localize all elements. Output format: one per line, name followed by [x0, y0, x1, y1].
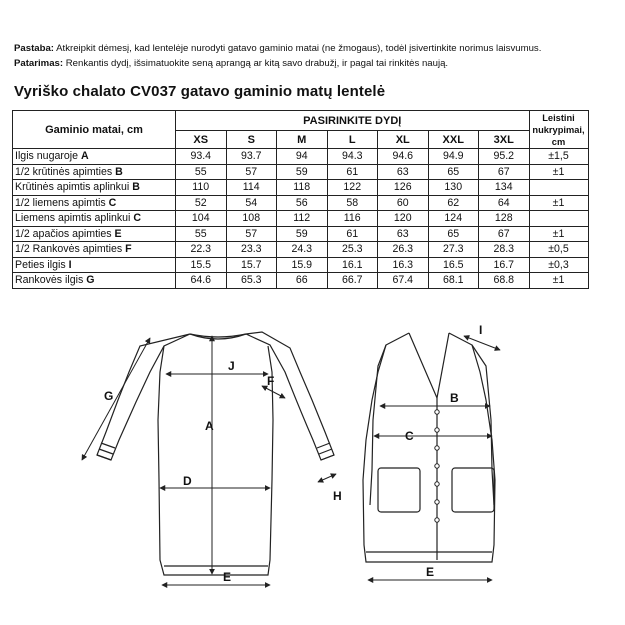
table-cell: 128 — [479, 211, 530, 227]
table-cell: 61 — [327, 164, 378, 180]
notes-block — [14, 41, 541, 71]
table-cell: 59 — [277, 164, 328, 180]
front-body-outline — [363, 333, 495, 562]
front-v-neck — [409, 333, 449, 398]
back-measurements — [82, 336, 336, 585]
size-header-s: S — [226, 131, 277, 149]
tolerance-cell: ±1 — [529, 195, 588, 211]
note-1 — [14, 41, 541, 56]
table-cell: 24.3 — [277, 242, 328, 258]
row-label — [13, 273, 176, 289]
table-cell: 65.3 — [226, 273, 277, 289]
row-label — [13, 257, 176, 273]
table-cell: 94.3 — [327, 149, 378, 165]
row-label-letter: A — [80, 150, 89, 163]
table-cell: 94.9 — [428, 149, 479, 165]
table-cell: 16.1 — [327, 257, 378, 273]
table-cell: 67.4 — [378, 273, 429, 289]
page-title: Vyriško chalato CV037 gatavo gaminio matų lentelė — [14, 83, 386, 100]
table-cell: 25.3 — [327, 242, 378, 258]
button-icon — [435, 464, 439, 468]
table-cell: 60 — [378, 195, 429, 211]
row-label-text: Rankovės ilgis — [15, 274, 87, 287]
table-cell: 57 — [226, 164, 277, 180]
table-cell: 16.5 — [428, 257, 479, 273]
table-cell: 68.8 — [479, 273, 530, 289]
row-label-text: Krūtinės apimtis aplinkui — [15, 181, 133, 194]
size-table-body — [13, 149, 589, 289]
table-cell: 59 — [277, 226, 328, 242]
table-cell: 114 — [226, 180, 277, 196]
note-1-label: Pastaba: — [14, 43, 54, 54]
row-label-letter: F — [125, 243, 132, 256]
table-row — [13, 226, 589, 242]
table-cell: 58 — [327, 195, 378, 211]
table-cell: 134 — [479, 180, 530, 196]
marker-g: G — [104, 389, 114, 403]
table-row — [13, 195, 589, 211]
row-label — [13, 226, 176, 242]
marker-f: F — [267, 374, 275, 388]
button-icon — [435, 428, 439, 432]
table-cell: 66.7 — [327, 273, 378, 289]
tolerance-cell: ±1 — [529, 164, 588, 180]
table-row — [13, 149, 589, 165]
row-label-letter: B — [132, 181, 140, 194]
button-icon — [435, 518, 439, 522]
table-cell: 16.3 — [378, 257, 429, 273]
table-cell: 15.5 — [176, 257, 227, 273]
table-cell: 15.7 — [226, 257, 277, 273]
table-cell: 130 — [428, 180, 479, 196]
row-label-letter: G — [86, 274, 95, 287]
table-cell: 22.3 — [176, 242, 227, 258]
front-view-drawing — [363, 333, 495, 562]
front-left-pocket — [378, 468, 420, 512]
table-cell: 16.7 — [479, 257, 530, 273]
row-label — [13, 195, 176, 211]
table-cell: 110 — [176, 180, 227, 196]
table-cell: 26.3 — [378, 242, 429, 258]
tolerance-cell: ±0,5 — [529, 242, 588, 258]
tolerance-cell: ±1,5 — [529, 149, 588, 165]
tolerance-cell: ±1 — [529, 226, 588, 242]
table-cell: 15.9 — [277, 257, 328, 273]
row-label-letter: C — [133, 212, 142, 225]
table-cell: 93.4 — [176, 149, 227, 165]
table-cell: 94.6 — [378, 149, 429, 165]
measure-h-line — [318, 474, 336, 482]
row-label-text: 1/2 liemens apimtis — [15, 196, 109, 209]
front-right-pocket — [452, 468, 494, 512]
table-row — [13, 273, 589, 289]
row-label — [13, 180, 176, 196]
row-label-letter: C — [108, 196, 117, 209]
table-row — [13, 164, 589, 180]
marker-b: B — [450, 391, 459, 405]
table-cell: 95.2 — [479, 149, 530, 165]
row-label-letter: E — [114, 227, 122, 240]
size-header-xxl: XXL — [428, 131, 479, 149]
table-row — [13, 211, 589, 227]
table-cell: 63 — [378, 164, 429, 180]
size-group-header: PASIRINKITE DYDĮ — [176, 111, 530, 131]
table-row — [13, 180, 589, 196]
row-label — [13, 149, 176, 165]
table-row — [13, 257, 589, 273]
size-header-xs: XS — [176, 131, 227, 149]
garment-drawings — [0, 318, 625, 625]
table-cell: 66 — [277, 273, 328, 289]
table-cell: 28.3 — [479, 242, 530, 258]
size-header-l: L — [327, 131, 378, 149]
table-cell: 64 — [479, 195, 530, 211]
table-cell: 68.1 — [428, 273, 479, 289]
table-cell: 55 — [176, 226, 227, 242]
table-cell: 116 — [327, 211, 378, 227]
table-cell: 104 — [176, 211, 227, 227]
table-cell: 126 — [378, 180, 429, 196]
marker-j: J — [228, 359, 235, 373]
button-icon — [435, 446, 439, 450]
table-cell: 112 — [277, 211, 328, 227]
table-cell: 120 — [378, 211, 429, 227]
marker-d: D — [183, 474, 192, 488]
table-cell: 65 — [428, 164, 479, 180]
table-cell: 23.3 — [226, 242, 277, 258]
row-label-text: Liemens apimtis aplinkui — [15, 212, 134, 225]
button-icon — [435, 482, 439, 486]
row-label-text: 1/2 krūtinės apimties — [15, 165, 116, 178]
row-label-letter: I — [68, 258, 72, 271]
table-cell: 67 — [479, 226, 530, 242]
marker-e-front: E — [426, 565, 435, 579]
table-cell: 52 — [176, 195, 227, 211]
tolerance-column-header: Leistini nukrypimai, cm — [529, 111, 588, 149]
back-torso-outline — [158, 346, 273, 575]
table-row — [13, 242, 589, 258]
note-2-text: Renkantis dydį, išsimatuokite seną aprangą ar kitą savo drabužį, ir pagal tai rinkitės naują. — [63, 58, 449, 69]
table-cell: 57 — [226, 226, 277, 242]
table-cell: 61 — [327, 226, 378, 242]
row-label-text: Ilgis nugaroje — [15, 150, 81, 163]
table-cell: 27.3 — [428, 242, 479, 258]
marker-i: I — [479, 323, 483, 337]
size-header-m: M — [277, 131, 328, 149]
table-cell: 54 — [226, 195, 277, 211]
table-cell: 65 — [428, 226, 479, 242]
row-label-text: 1/2 Rankovės apimties — [15, 243, 126, 256]
row-label-letter: B — [115, 165, 123, 178]
table-cell: 124 — [428, 211, 479, 227]
tolerance-cell: ±0,3 — [529, 257, 588, 273]
marker-h: H — [333, 489, 342, 503]
row-label-text: 1/2 apačios apimties — [15, 227, 115, 240]
table-cell: 93.7 — [226, 149, 277, 165]
back-markers — [104, 359, 342, 584]
tolerance-cell — [529, 180, 588, 196]
button-icon — [435, 500, 439, 504]
button-icon — [435, 410, 439, 414]
row-label — [13, 164, 176, 180]
table-cell: 56 — [277, 195, 328, 211]
table-cell: 55 — [176, 164, 227, 180]
measure-g-line — [82, 338, 150, 460]
table-cell: 63 — [378, 226, 429, 242]
note-2-label: Patarimas: — [14, 58, 64, 69]
front-sleeves — [370, 345, 494, 505]
table-cell: 94 — [277, 149, 328, 165]
table-cell: 64.6 — [176, 273, 227, 289]
back-body-outline — [97, 332, 334, 460]
marker-e-back: E — [223, 570, 232, 584]
size-table — [12, 110, 589, 289]
marker-a: A — [205, 419, 214, 433]
table-cell: 62 — [428, 195, 479, 211]
note-1-text: Atkreipkit dėmesį, kad lentelėje nurodyti gatavo gaminio matai (ne žmogaus), todėl įsivertinkite norimus laisvumus. — [54, 43, 542, 54]
marker-c: C — [405, 429, 414, 443]
tolerance-cell: ±1 — [529, 273, 588, 289]
table-cell: 122 — [327, 180, 378, 196]
row-label-text: Peties ilgis — [15, 258, 69, 271]
note-2 — [14, 56, 541, 71]
table-cell: 67 — [479, 164, 530, 180]
size-header-3xl: 3XL — [479, 131, 530, 149]
tolerance-cell — [529, 211, 588, 227]
row-label — [13, 211, 176, 227]
size-header-xl: XL — [378, 131, 429, 149]
table-cell: 108 — [226, 211, 277, 227]
table-cell: 118 — [277, 180, 328, 196]
row-label — [13, 242, 176, 258]
label-column-header: Gaminio matai, cm — [13, 111, 176, 149]
